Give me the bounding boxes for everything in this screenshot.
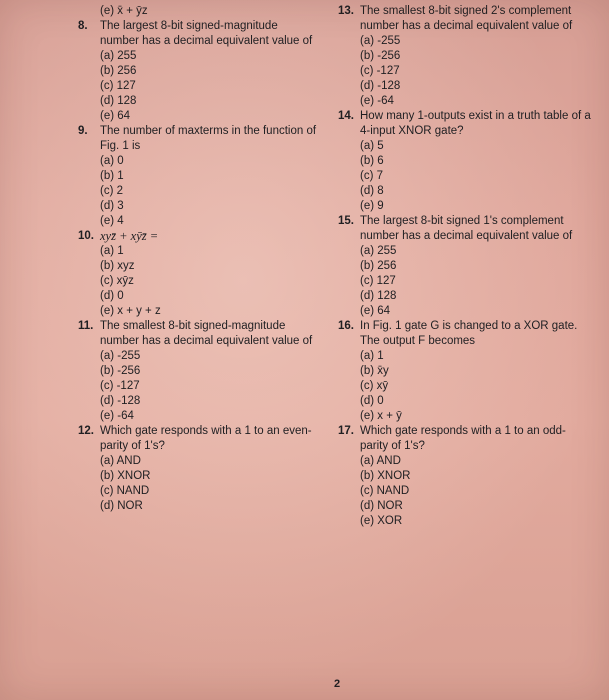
option: (e) x + ȳ [360, 410, 402, 422]
question-stem: Which gate responds with a 1 to an odd-parity of 1's? [360, 425, 566, 452]
option: (b) xyz [100, 260, 135, 272]
option: (d) NOR [360, 500, 403, 512]
question-14 [338, 109, 593, 214]
option: (a) 5 [360, 140, 384, 152]
option: (e) -64 [100, 410, 134, 422]
option: (c) xȳ [360, 380, 389, 392]
question-17 [338, 424, 593, 529]
option: (c) xȳz [100, 275, 134, 287]
question-10 [78, 229, 318, 319]
question-number: 16. [338, 320, 354, 332]
option: (d) -128 [360, 80, 401, 92]
option: (d) NOR [100, 500, 143, 512]
option: (a) 255 [100, 50, 137, 62]
question-number: 13. [338, 5, 354, 17]
option: (b) x̄y [360, 365, 389, 377]
question-8 [78, 19, 318, 124]
option: (e) 64 [360, 305, 391, 317]
question-number: 14. [338, 110, 354, 122]
question-stem: In Fig. 1 gate G is changed to a XOR gate. The output F becomes [360, 320, 578, 347]
option: (c) 127 [360, 275, 396, 287]
option: (c) -127 [100, 380, 140, 392]
question-stem: The largest 8-bit signed 1's complement number has a decimal equivalent value of [360, 215, 573, 242]
option: (b) XNOR [100, 470, 151, 482]
option: (b) 256 [360, 260, 397, 272]
option: (b) -256 [360, 50, 401, 62]
option: (d) 128 [100, 95, 137, 107]
option: (a) 0 [100, 155, 124, 167]
option: (d) 128 [360, 290, 397, 302]
option: (c) 2 [100, 185, 123, 197]
question-stem: Which gate responds with a 1 to an even-parity of 1's? [100, 425, 312, 452]
option: (c) NAND [100, 485, 150, 497]
option: (a) 1 [100, 245, 124, 257]
question-15 [338, 214, 593, 319]
option: (d) 0 [360, 395, 384, 407]
question-stem: The smallest 8-bit signed-magnitude number has a decimal equivalent value of [100, 320, 313, 347]
option: (d) -128 [100, 395, 141, 407]
question-9 [78, 124, 318, 229]
question-12 [78, 424, 318, 514]
option: (a) AND [100, 455, 141, 467]
option: (b) 1 [100, 170, 124, 182]
option: (e) -64 [360, 95, 394, 107]
option: (a) 1 [360, 350, 384, 362]
option: (c) -127 [360, 65, 400, 77]
question-16 [338, 319, 593, 424]
right-column [338, 4, 593, 529]
option: (b) XNOR [360, 470, 411, 482]
question-stem: The largest 8-bit signed-magnitude number has a decimal equivalent value of [100, 20, 313, 47]
question-13 [338, 4, 593, 109]
left-column [78, 4, 318, 514]
option: (c) NAND [360, 485, 410, 497]
page-number: 2 [334, 678, 341, 690]
option: (b) 256 [100, 65, 137, 77]
question-11 [78, 319, 318, 424]
question-number: 9. [78, 125, 88, 137]
question-number: 11. [78, 320, 94, 332]
option: (d) 0 [100, 290, 124, 302]
partial-option: (e) x̄ + ȳz [100, 5, 148, 17]
option: (c) 127 [100, 80, 136, 92]
option: (b) -256 [100, 365, 141, 377]
option: (e) 4 [100, 215, 124, 227]
option: (d) 8 [360, 185, 384, 197]
question-number: 15. [338, 215, 354, 227]
option: (e) x + y + z [100, 305, 161, 317]
option: (e) 9 [360, 200, 384, 212]
option: (a) AND [360, 455, 401, 467]
question-stem: xyz̄ + xȳz̄ = [100, 229, 159, 243]
question-stem: How many 1-outputs exist in a truth table of a 4-input XNOR gate? [360, 110, 591, 137]
option: (a) -255 [100, 350, 141, 362]
question-number: 12. [78, 425, 94, 437]
option: (e) XOR [360, 515, 403, 527]
question-number: 8. [78, 20, 88, 32]
question-stem: The smallest 8-bit signed 2's complement number has a decimal equivalent value of [360, 5, 573, 32]
option: (d) 3 [100, 200, 124, 212]
question-number: 17. [338, 425, 354, 437]
option: (b) 6 [360, 155, 384, 167]
option: (e) 64 [100, 110, 131, 122]
question-stem: The number of maxterms in the function of Fig. 1 is [100, 125, 317, 152]
question-number: 10. [78, 230, 94, 242]
option: (a) 255 [360, 245, 397, 257]
option: (a) -255 [360, 35, 401, 47]
option: (c) 7 [360, 170, 383, 182]
